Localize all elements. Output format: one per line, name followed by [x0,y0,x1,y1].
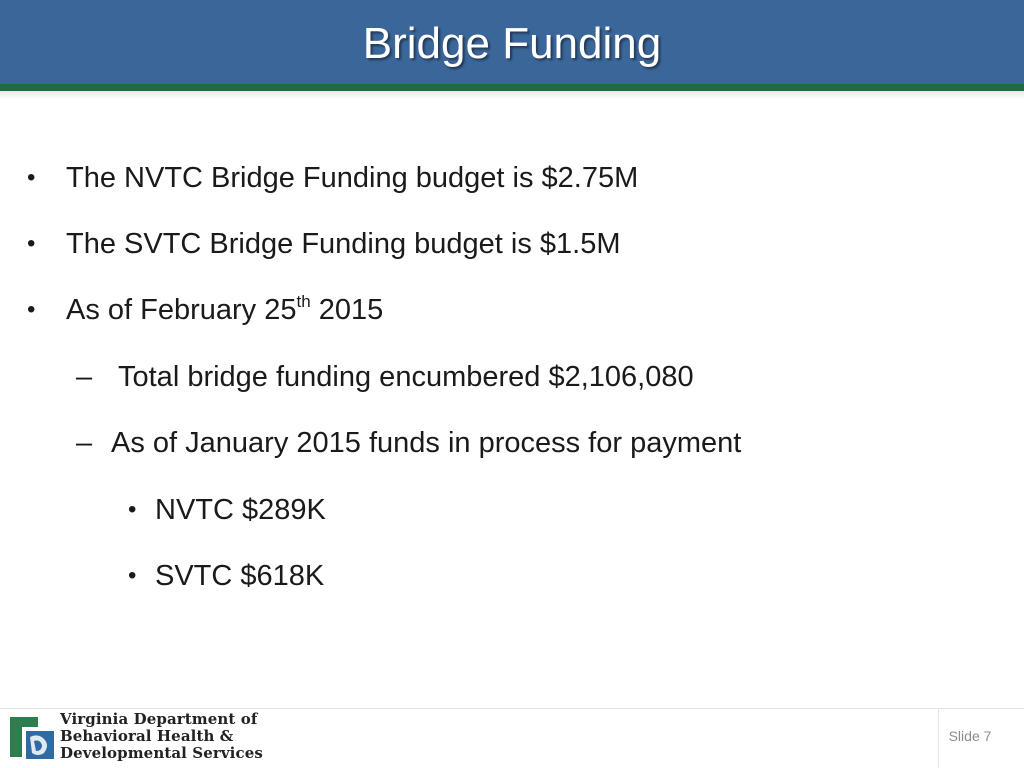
sub-item-funds-in-process: As of January 2015 funds in process for payment [111,427,742,459]
bullet-glyph: • [128,496,137,523]
logo-line: Developmental Services [60,744,263,762]
bullet-item-as-of-date [66,292,383,328]
as-of-date-text: As of February 25 [66,294,297,326]
bullet-glyph: • [27,296,36,323]
dbhds-logo [6,710,263,765]
dash-glyph: – [76,427,93,459]
title-rule [0,84,1024,91]
slide-number: Slide 7 [948,728,992,744]
bullet-glyph: • [27,164,36,191]
title-shadow [0,91,1024,99]
logo-line: Behavioral Health & [60,727,234,745]
ordinal-suffix: th [296,292,311,311]
bullet-glyph: • [27,230,36,257]
slide-title: Bridge Funding [362,19,662,68]
sub-item-total-encumbered: Total bridge funding encumbered $2,106,080 [118,361,694,393]
bullet-item-nvtc-budget: The NVTC Bridge Funding budget is $2.75M [66,162,639,194]
as-of-date-year: 2015 [310,294,384,326]
dbhds-logo-icon [8,713,56,761]
bullet-glyph: • [128,562,137,589]
dbhds-logo-wordmark [60,711,263,762]
sub-sub-item-nvtc: NVTC $289K [155,494,326,526]
sub-sub-item-svtc: SVTC $618K [155,560,325,592]
bullet-item-svtc-budget: The SVTC Bridge Funding budget is $1.5M [66,228,621,260]
dash-glyph: – [76,361,93,393]
logo-line: Virginia Department of [60,710,258,728]
footer-rule [0,708,1024,709]
footer-divider [938,709,939,768]
